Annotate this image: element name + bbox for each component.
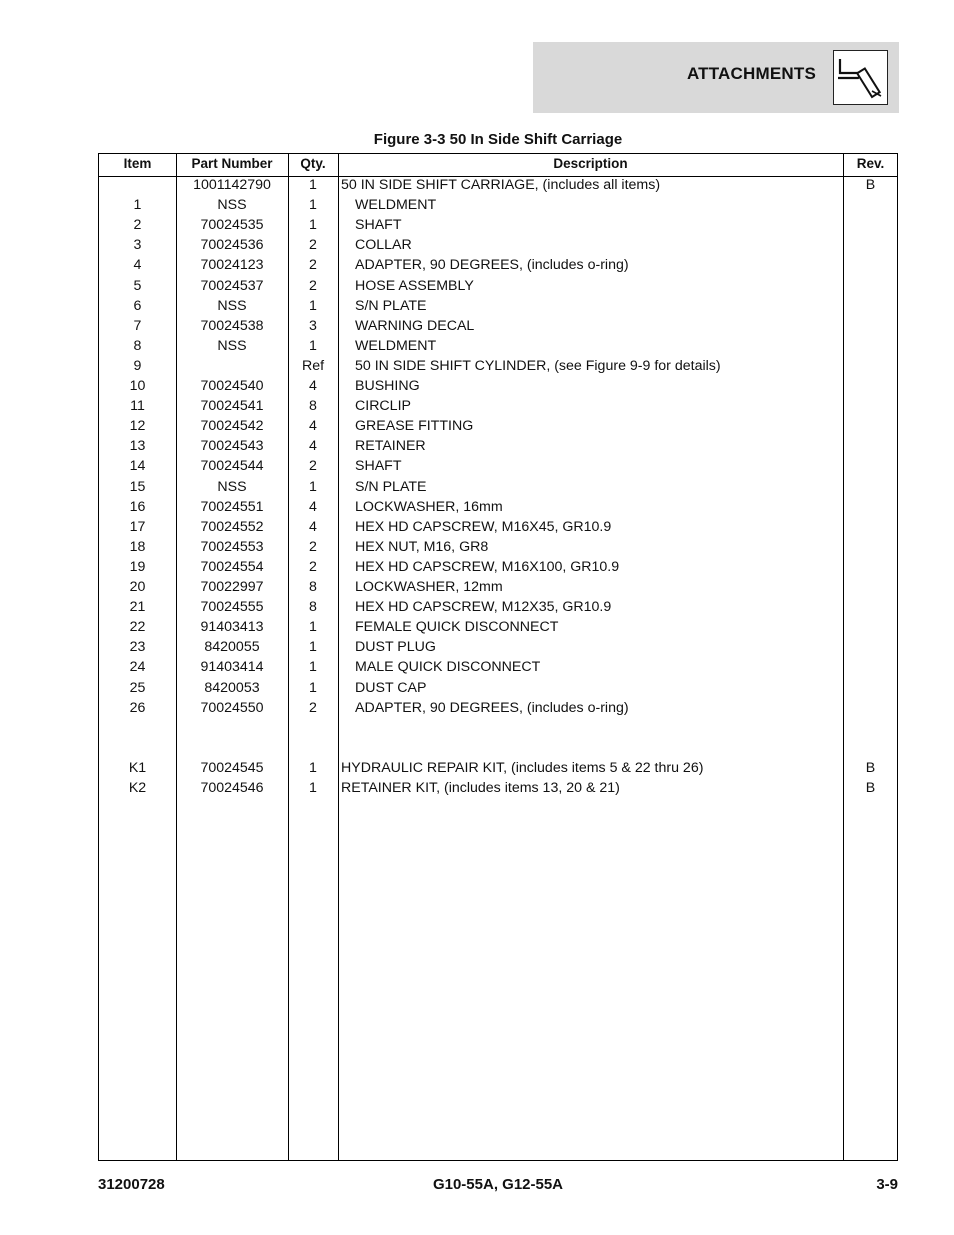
cell-part-number: 91403413 [200,619,264,636]
cell-part-number: 70022997 [200,579,264,595]
table-row [99,457,897,477]
cell-revision: B [865,759,876,776]
cell-part-number: 70024123 [200,257,264,274]
cell-quantity: 8 [309,599,317,616]
table-row [99,719,897,739]
cell-item-number: 21 [129,599,146,616]
cell-item-number: 6 [133,297,142,314]
cell-description: SHAFT [355,217,402,234]
cell-item-number: 12 [129,418,146,435]
cell-item-number: 5 [133,277,142,294]
cell-part-number: 70024554 [200,558,264,575]
table-row [99,377,897,397]
cell-description: S/N PLATE [355,478,427,495]
cell-part-number: 70024555 [200,599,264,616]
page-footer [98,1176,898,1196]
table-row [99,739,897,759]
cell-part-number: 70024543 [200,438,264,455]
cell-item-number: K2 [128,780,147,796]
section-header [533,42,899,113]
cell-part-number: 70024535 [200,217,264,234]
cell-quantity: 1 [309,619,317,636]
table-header-row [99,154,897,177]
cell-description: RETAINER [355,438,426,455]
column-header-rev: Rev. [856,156,885,171]
table-row [99,256,897,276]
table-row [99,658,897,678]
cell-quantity: 2 [309,538,317,555]
cell-part-number: 70024544 [200,458,264,475]
cell-description: MALE QUICK DISCONNECT [355,659,541,676]
cell-quantity: 2 [309,699,317,716]
cell-description: CIRCLIP [355,398,411,415]
cell-description: DUST CAP [355,679,427,696]
cell-item-number: 14 [129,458,146,475]
cell-item-number: 26 [129,699,146,716]
cell-quantity: 2 [309,277,317,294]
cell-part-number: 70024550 [200,699,264,716]
table-row [99,196,897,216]
cell-quantity: 4 [309,498,317,515]
cell-item-number: K1 [128,759,147,776]
cell-quantity: 3 [309,317,317,334]
cell-item-number: 11 [130,398,145,415]
cell-quantity: 1 [309,337,317,354]
cell-item-number: 15 [129,478,146,495]
model-numbers: G10-55A, G12-55A [432,1176,564,1193]
cell-part-number: 70024540 [200,378,264,394]
cell-description: HYDRAULIC REPAIR KIT, (includes items 5 & 22 thru 26) [341,759,704,776]
cell-description: LOCKWASHER, 12mm [355,579,503,595]
cell-description: BUSHING [355,378,420,394]
cell-quantity: 1 [309,759,317,776]
cell-quantity: 1 [309,478,317,495]
cell-part-number: 70024552 [200,518,264,535]
table-row [99,578,897,598]
cell-part-number: 8420055 [204,639,260,656]
cell-quantity: 8 [309,398,317,415]
cell-quantity: 1 [309,659,317,676]
cell-item-number: 19 [129,558,146,575]
cell-part-number: 70024537 [200,277,264,294]
cell-description: HEX NUT, M16, GR8 [355,538,489,555]
table-row [99,357,897,377]
cell-quantity: 2 [309,558,317,575]
cell-quantity: 2 [309,237,317,254]
cell-part-number: NSS [217,297,247,314]
cell-item-number: 22 [129,619,146,636]
cell-description: RETAINER KIT, (includes items 13, 20 & 21) [341,780,620,796]
document-number: 31200728 [98,1176,165,1193]
cell-part-number: 91403414 [200,659,264,676]
cell-revision: B [865,177,876,193]
cell-description: HOSE ASSEMBLY [355,277,474,294]
attachment-tool-icon [833,50,888,105]
cell-description: ADAPTER, 90 DEGREES, (includes o-ring) [355,257,629,274]
cell-description: HEX HD CAPSCREW, M16X45, GR10.9 [355,518,612,535]
table-row [99,498,897,518]
cell-item-number: 18 [129,538,146,555]
cell-part-number: NSS [217,337,247,354]
cell-quantity: 4 [309,518,317,535]
table-row [99,236,897,256]
cell-description: SHAFT [355,458,402,475]
cell-item-number: 16 [129,498,146,515]
cell-quantity: 1 [309,780,317,796]
cell-quantity: 1 [309,679,317,696]
table-row [99,397,897,417]
cell-item-number: 17 [129,518,146,535]
table-row [99,216,897,236]
cell-description: ADAPTER, 90 DEGREES, (includes o-ring) [355,699,629,716]
table-row [99,518,897,538]
table-row [99,337,897,357]
cell-quantity: 4 [309,378,317,394]
cell-quantity: 2 [309,257,317,274]
cell-quantity: 4 [309,418,317,435]
table-row [99,558,897,578]
cell-quantity: 1 [309,217,317,234]
table-row [99,638,897,658]
cell-part-number: NSS [217,197,247,214]
table-row [99,417,897,437]
figure-title: Figure 3-3 50 In Side Shift Carriage [373,131,623,148]
cell-item-number: 20 [129,579,146,595]
cell-quantity: 1 [309,297,317,314]
cell-part-number: 70024542 [200,418,264,435]
cell-description: 50 IN SIDE SHIFT CYLINDER, (see Figure 9-9 for details) [355,357,721,374]
table-row [99,277,897,297]
cell-item-number: 1 [133,197,142,214]
cell-item-number: 9 [133,357,142,374]
cell-quantity: 1 [309,177,317,193]
cell-part-number: 70024551 [200,498,264,515]
table-row [99,297,897,317]
cell-description: WELDMENT [355,337,437,354]
cell-item-number: 13 [129,438,146,455]
cell-quantity: 4 [309,438,317,455]
cell-description: 50 IN SIDE SHIFT CARRIAGE, (includes all items) [341,177,661,193]
cell-item-number: 24 [129,659,146,676]
cell-description: DUST PLUG [355,639,436,656]
cell-item-number: 2 [133,217,142,234]
table-row [99,699,897,719]
cell-item-number: 3 [133,237,142,254]
cell-description: WARNING DECAL [355,317,475,334]
column-header-item: Item [123,156,152,171]
cell-description: GREASE FITTING [355,418,474,435]
cell-quantity: 2 [309,458,317,475]
cell-part-number: 1001142790 [193,177,271,193]
cell-item-number: 10 [129,378,146,394]
cell-description: FEMALE QUICK DISCONNECT [355,619,559,636]
cell-quantity: 8 [309,579,317,595]
section-title: ATTACHMENTS [686,64,816,83]
table-row [99,618,897,638]
cell-item-number: 7 [133,317,142,334]
table-row [99,679,897,699]
cell-quantity: 1 [309,197,317,214]
table-row [99,598,897,618]
cell-description: S/N PLATE [355,297,427,314]
cell-item-number: 4 [133,257,142,274]
cell-part-number: 70024546 [200,780,264,796]
cell-quantity: Ref [301,357,325,374]
parts-table [98,153,898,1161]
cell-part-number: NSS [217,478,247,495]
cell-item-number: 8 [133,337,142,354]
cell-quantity: 1 [309,639,317,656]
table-row [99,759,897,779]
cell-description: COLLAR [355,237,412,254]
cell-part-number: 70024541 [200,398,264,415]
table-row [99,478,897,498]
cell-part-number: 8420053 [204,679,260,696]
table-row [99,176,897,196]
cell-item-number: 25 [129,679,146,696]
column-header-qty: Qty. [300,156,326,171]
cell-description: LOCKWASHER, 16mm [355,498,503,515]
cell-part-number: 70024538 [200,317,264,334]
cell-description: HEX HD CAPSCREW, M16X100, GR10.9 [355,558,620,575]
cell-part-number: 70024545 [200,759,264,776]
table-row [99,538,897,558]
column-header-description: Description [553,156,628,171]
table-row [99,437,897,457]
cell-description: HEX HD CAPSCREW, M12X35, GR10.9 [355,599,612,616]
cell-part-number: 70024536 [200,237,264,254]
column-header-part-number: Part Number [191,156,273,171]
cell-description: WELDMENT [355,197,437,214]
cell-item-number: 23 [129,639,146,656]
cell-revision: B [865,780,876,796]
page-number: 3-9 [876,1176,898,1193]
cell-part-number: 70024553 [200,538,264,555]
table-row [99,779,897,799]
table-row [99,317,897,337]
